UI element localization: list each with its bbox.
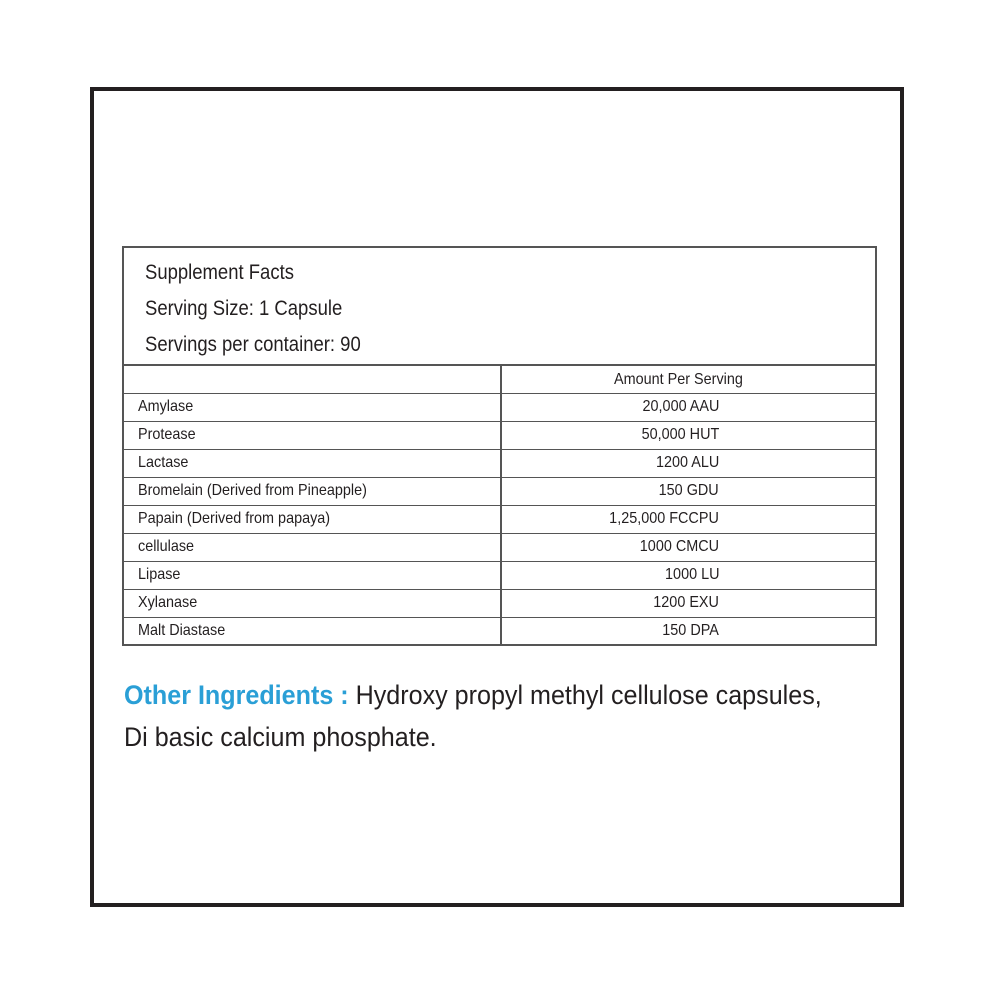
ingredient-name: cellulase [138,538,195,555]
ingredient-name: Bromelain (Derived from Pineapple) [138,482,367,499]
ingredient-name: Protease [138,426,196,443]
ingredient-name: Lactase [138,454,189,471]
other-ingredients-text-2: Di basic calcium phosphate. [124,722,437,752]
ingredient-amount: 150 DPA [662,622,719,639]
ingredient-amount: 1200 ALU [655,454,719,471]
column-divider [500,366,502,646]
other-ingredients-text-1: Hydroxy propyl methyl cellulose capsules, [355,680,822,710]
ingredient-name: Amylase [138,398,194,415]
ingredient-amount: 1,25,000 FCCPU [609,510,719,527]
ingredient-name: Papain (Derived from papaya) [138,510,331,527]
ingredient-name: Xylanase [138,594,198,611]
supplement-facts-table [122,246,877,646]
other-ingredients-label: Other Ingredients : [124,680,349,710]
ingredient-amount: 1000 CMCU [639,538,719,555]
ingredient-amount: 1000 LU [664,566,719,583]
other-ingredients [124,674,904,758]
ingredient-name: Malt Diastase [138,622,226,639]
ingredient-amount: 20,000 AAU [642,398,719,415]
facts-title: Supplement Facts [145,261,294,284]
ingredient-amount: 150 GDU [658,482,719,499]
ingredient-amount: 1200 EXU [653,594,719,611]
facts-header [124,248,875,366]
ingredient-name: Lipase [138,566,181,583]
ingredient-amount: 50,000 HUT [641,426,719,443]
servings-per-container: Servings per container: 90 [145,333,361,356]
amount-per-serving-header: Amount Per Serving [614,371,743,388]
serving-size: Serving Size: 1 Capsule [145,297,343,320]
other-ingredients-line-1 [124,674,849,716]
